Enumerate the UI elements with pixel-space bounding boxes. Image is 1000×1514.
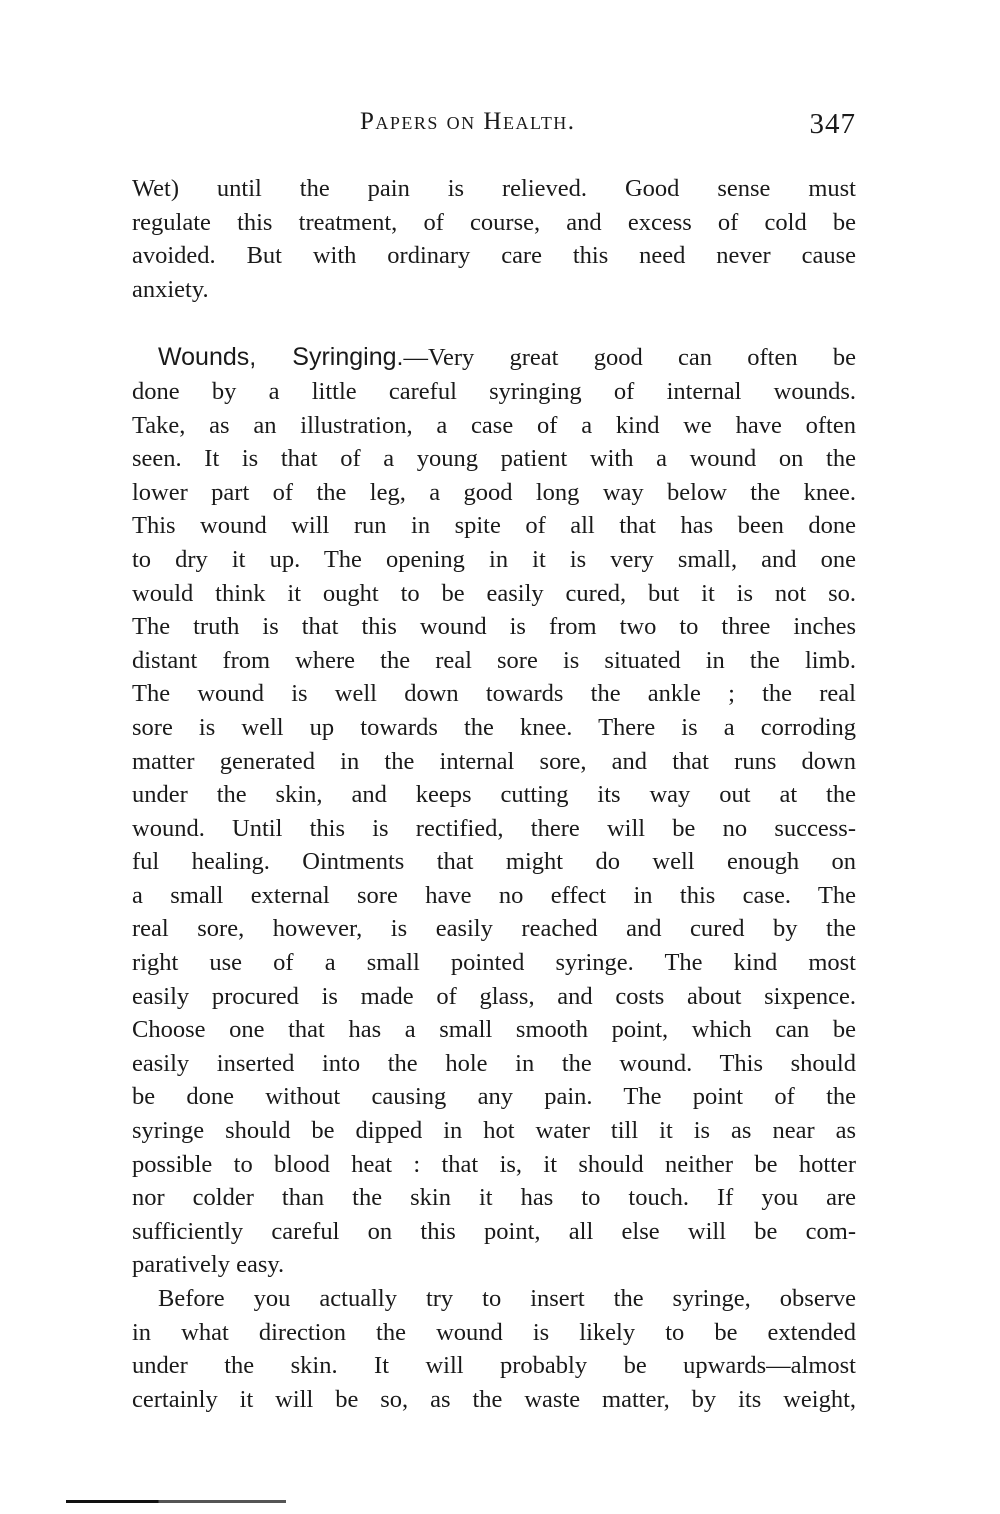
text-line: distant from where the real sore is situated in the limb. [132,646,856,674]
paragraph-gap [132,306,856,341]
text-line: Before you actually try to insert the syringe, observe [158,1285,856,1312]
text-line: easily inserted into the hole in the wound. This should [132,1049,856,1077]
text-line: The truth is that this wound is from two to three inches [132,613,856,641]
text-line: to dry it up. The opening in it is very small, and one [132,545,856,573]
paragraph-before-you-insert [132,1282,856,1416]
text-line: Choose one that has a small smooth point, which can be [132,1016,856,1044]
text-line: certainly it will be so, as the waste matter, by its weight, [132,1385,856,1413]
text-line: right use of a small pointed syringe. The kind most [132,949,856,977]
footer-rule [66,1500,286,1503]
body-text [132,172,856,1416]
text-line: Take, as an illustration, a case of a kind we have often [132,411,856,439]
section-heading: Wounds, Syringing. [158,343,404,372]
text-line: syringe should be dipped in hot water till it is as near as [132,1117,856,1145]
text-line: anxiety. [132,275,209,303]
page-number: 347 [809,108,856,140]
text-line: matter generated in the internal sore, and that runs down [132,747,856,775]
text-run: —Very great good can often be [403,344,856,372]
text-line: under the skin. It will probably be upwards—almost [132,1352,856,1380]
paragraph-continuation [132,172,856,306]
text-line: This wound will run in spite of all that has been done [132,512,856,540]
text-line: would think it ought to be easily cured, but it is not so. [132,579,856,607]
text-line: possible to blood heat : that is, it should neither be hotter [132,1150,856,1178]
text-line: in what direction the wound is likely to be extended [132,1318,856,1346]
text-line: wound. Until this is rectified, there will be no success- [132,814,856,842]
text-line: sufficiently careful on this point, all else will be com- [132,1217,856,1245]
text-line: sore is well up towards the knee. There is a corroding [132,713,856,741]
running-head [132,108,856,148]
text-line: a small external sore have no effect in this case. The [132,881,856,909]
text-line: done by a little careful syringing of internal wounds. [132,377,856,405]
text-line: seen. It is that of a young patient with a wound on the [132,445,856,473]
text-line: easily procured is made of glass, and costs about sixpence. [132,982,856,1010]
text-line: regulate this treatment, of course, and excess of cold be [132,208,856,236]
running-head-title: Papers on Health. [360,108,576,135]
paragraph-wounds-syringing [132,341,856,1282]
text-line: The wound is well down towards the ankle ; the real [132,680,856,708]
text-line: Wet) until the pain is relieved. Good sense must [132,175,856,202]
text-line: lower part of the leg, a good long way below the knee. [132,478,856,506]
text-line: real sore, however, is easily reached and cured by the [132,915,856,943]
text-line: paratively easy. [132,1251,285,1279]
text-line: ful healing. Ointments that might do well enough on [132,848,856,876]
text-line: nor colder than the skin it has to touch. If you are [132,1184,856,1212]
text-line: be done without causing any pain. The point of the [132,1083,856,1111]
text-line: avoided. But with ordinary care this need never cause [132,242,856,270]
text-line-with-heading [132,341,856,375]
text-line: under the skin, and keeps cutting its way out at the [132,781,856,809]
